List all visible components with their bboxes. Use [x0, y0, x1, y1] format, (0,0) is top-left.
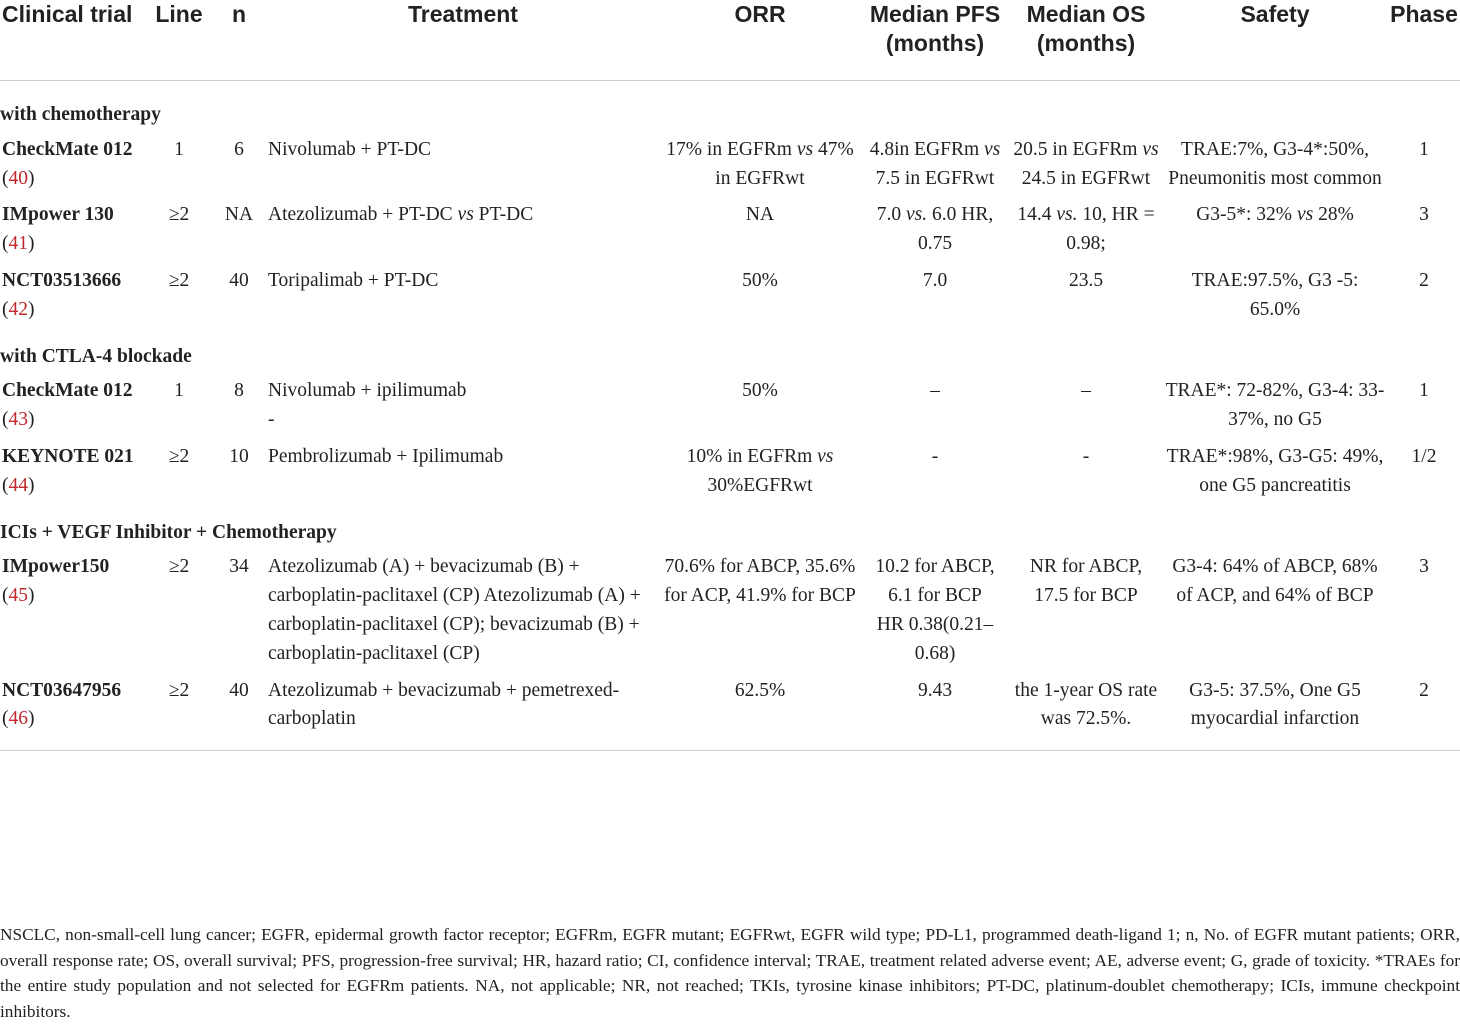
n-cell: 34: [229, 556, 249, 578]
line-cell: ≥2: [168, 556, 190, 578]
os-cell: 23.5: [1068, 269, 1104, 291]
reference-link[interactable]: 41: [8, 233, 28, 255]
trial-name: KEYNOTE 021: [2, 445, 134, 467]
line-cell: ≥2: [168, 204, 190, 226]
table-row: [0, 553, 1460, 676]
treatment-extra: -: [268, 409, 275, 431]
header-safety: Safety: [1240, 1, 1310, 27]
n-cell: 40: [229, 269, 249, 291]
phase-cell: 1/2: [1411, 445, 1437, 467]
treatment-cell: Atezolizumab + PT-DC vs PT-DC: [268, 204, 534, 226]
treatment-cell: Nivolumab + PT-DC: [268, 138, 432, 160]
trial-name: IMpower150: [2, 556, 110, 578]
trial-name: CheckMate 012: [2, 138, 133, 160]
n-cell: 10: [229, 445, 249, 467]
trial-name: CheckMate 012: [2, 380, 133, 402]
pfs-hr: HR 0.38(0.21–0.68): [876, 613, 994, 664]
orr-cell: 17% in EGFRm vs 47% in EGFRwt: [666, 138, 854, 189]
safety-cell: TRAE*: 72-82%, G3-4: 33-37%, no G5: [1165, 380, 1385, 431]
header-treatment: Treatment: [408, 1, 518, 27]
orr-cell: 10% in EGFRm vs 30%EGFRwt: [686, 445, 834, 496]
reference-link[interactable]: 42: [8, 298, 28, 320]
orr-cell: NA: [745, 204, 775, 226]
safety-cell: TRAE*:98%, G3-G5: 49%, one G5 pancreatitis: [1166, 445, 1384, 496]
orr-cell: 50%: [742, 380, 778, 402]
os-text: NR for ABCP,: [1029, 556, 1143, 578]
safety-cell: G3-5*: 32% vs 28%: [1196, 204, 1354, 226]
n-cell: 6: [234, 138, 244, 160]
os-cell: [1010, 553, 1162, 676]
treatment-cell: Pembrolizumab + Ipilimumab: [268, 445, 504, 467]
os-cell: 14.4 vs. 10, HR = 0.98;: [1017, 204, 1155, 255]
reference-link[interactable]: 46: [8, 708, 28, 730]
reference-link[interactable]: 44: [8, 474, 28, 496]
phase-cell: 3: [1419, 556, 1429, 578]
header-os: Median OS (months): [1026, 1, 1146, 56]
header-row: [0, 0, 1460, 81]
header-phase: Phase: [1390, 1, 1458, 27]
trial-name: NCT03647956: [2, 679, 122, 701]
table-row: [0, 377, 1460, 443]
n-cell: 40: [229, 679, 249, 701]
phase-cell: 2: [1419, 269, 1429, 291]
treatment-cell: Atezolizumab + bevacizumab + pemetrexed-carboplatin: [268, 679, 620, 730]
table-row: [0, 443, 1460, 509]
section-label-ctla4: with CTLA-4 blockade: [0, 345, 192, 367]
phase-cell: 3: [1419, 204, 1429, 226]
reference-link[interactable]: 40: [8, 167, 28, 189]
safety-cell: G3-5: 37.5%, One G5 myocardial infarction: [1189, 679, 1361, 730]
safety-cell: G3-4: 64% of ABCP, 68% of ACP, and 64% of BCP: [1172, 556, 1378, 607]
phase-cell: 1: [1419, 138, 1429, 160]
os-extra: 17.5 for BCP: [1034, 585, 1138, 607]
line-cell: 1: [174, 138, 184, 160]
phase-cell: 2: [1419, 679, 1429, 701]
trial-cell: IMpower 130 (41): [2, 204, 114, 255]
reference-link[interactable]: 43: [8, 409, 28, 431]
header-n: n: [231, 1, 247, 27]
orr-cell: 70.6% for ABCP, 35.6% for ACP, 41.9% for BCP: [664, 556, 856, 607]
pfs-cell: 7.0: [922, 269, 948, 291]
safety-cell: TRAE:97.5%, G3 -5: 65.0%: [1191, 269, 1359, 320]
orr-cell: 62.5%: [734, 679, 786, 701]
section-row: [0, 509, 1460, 554]
treatment-cell: Toripalimab + PT-DC: [268, 269, 439, 291]
pfs-cell: 9.43: [917, 679, 953, 701]
treatment-text: Nivolumab + ipilimumab: [268, 380, 467, 402]
trial-cell: IMpower150 (45): [2, 556, 110, 607]
section-row: [0, 333, 1460, 378]
header-orr: ORR: [734, 1, 786, 27]
table-row: [0, 267, 1460, 333]
orr-cell: 50%: [742, 269, 778, 291]
line-cell: ≥2: [168, 679, 190, 701]
treatment-cell: [266, 377, 660, 443]
pfs-cell: -: [931, 445, 939, 467]
header-trial: Clinical trial: [2, 1, 133, 27]
os-cell: -: [1082, 445, 1090, 467]
trial-cell: NCT03513666 (42): [2, 269, 122, 320]
pfs-cell: –: [930, 380, 940, 402]
header-line: Line: [155, 1, 203, 27]
treatment-cell: Atezolizumab (A) + bevacizumab (B) + carboplatin-paclitaxel (CP) Atezolizumab (A) + carboplatin-paclitaxel (CP); bevacizumab (B) + carboplatin-paclitaxel (CP): [268, 556, 641, 664]
n-cell: 8: [234, 380, 244, 402]
trial-name: IMpower 130: [2, 204, 114, 226]
reference-link[interactable]: 45: [8, 585, 28, 607]
pfs-text: 10.2 for ABCP, 6.1 for BCP: [875, 556, 995, 607]
os-cell: –: [1081, 380, 1091, 402]
trial-cell: NCT03647956 (46): [2, 679, 122, 730]
header-pfs: Median PFS (months): [869, 1, 1001, 56]
section-label-chemo: with chemotherapy: [0, 104, 161, 125]
trial-cell: CheckMate 012 (43): [2, 380, 133, 431]
n-cell: NA: [224, 204, 254, 226]
trial-cell: KEYNOTE 021 (44): [2, 445, 134, 496]
table-row: [0, 201, 1460, 267]
section-label-vegf: ICIs + VEGF Inhibitor + Chemotherapy: [0, 521, 337, 543]
pfs-cell: [860, 553, 1010, 676]
os-cell: 20.5 in EGFRm vs 24.5 in EGFRwt: [1013, 138, 1159, 189]
os-cell: the 1-year OS rate was 72.5%.: [1014, 679, 1158, 730]
line-cell: 1: [174, 380, 184, 402]
pfs-cell: 7.0 vs. 6.0 HR, 0.75: [876, 204, 994, 255]
table-footnote: NSCLC, non-small-cell lung cancer; EGFR, epidermal growth factor receptor; EGFRm, EGFR mutant; EGFRwt, EGFR wild type; PD-L1, programmed death-ligand 1; n, No. of EGFR mutant patients; ORR, overall response rate; OS, overall survival; PFS, progression-free survival; HR, hazard ratio; CI, confidence interval; TRAE, treatment related adverse event; AE, adverse event; G, grade of toxicity. *TRAEs for the entire study population and not selected for EGFRm patients. NA, not applicable; NR, not reached; TKIs, tyrosine kinase inhibitors; PT-DC, platinum-doublet chemotherapy; ICIs, immune checkpoint inhibitors.: [0, 925, 1460, 1021]
pfs-cell: 4.8in EGFRm vs 7.5 in EGFRwt: [869, 138, 1001, 189]
section-row: [0, 81, 1460, 136]
table-row: [0, 677, 1460, 751]
trial-cell: CheckMate 012 (40): [2, 138, 133, 189]
table-row: [0, 136, 1460, 202]
line-cell: ≥2: [168, 445, 190, 467]
trial-name: NCT03513666: [2, 269, 122, 291]
phase-cell: 1: [1419, 380, 1429, 402]
safety-cell: TRAE:7%, G3-4*:50%, Pneumonitis most common: [1168, 138, 1382, 189]
line-cell: ≥2: [168, 269, 190, 291]
